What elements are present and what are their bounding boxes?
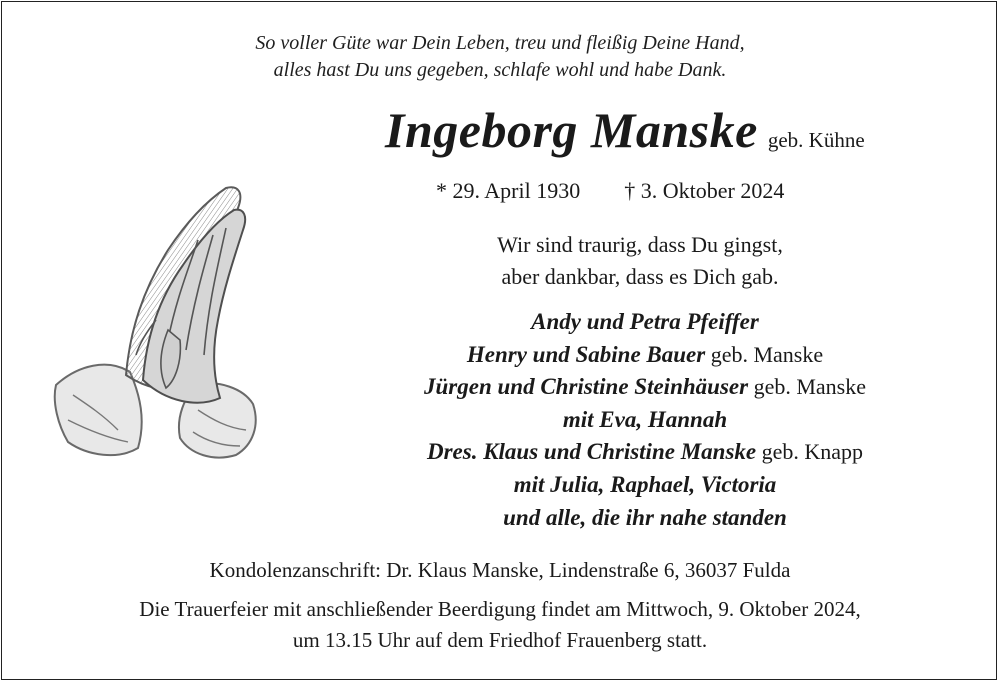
mourner-row (300, 339, 990, 372)
quote-line-2: aber dankbar, dass es Dich gab. (501, 264, 779, 289)
farewell-quote (440, 229, 840, 293)
verse-line-2: alles hast Du uns gegeben, schlafe wohl und habe Dank. (273, 59, 727, 81)
mourner-row (300, 469, 990, 502)
death-date: † 3. Oktober 2024 (624, 178, 785, 203)
mourner-maiden-name: geb. Knapp (761, 439, 864, 465)
mourner-row (300, 436, 990, 469)
mourner-names: und alle, die ihr nahe standen (503, 504, 787, 530)
birth-date: * 29. April 1930 (436, 178, 581, 203)
praying-hands-icon (48, 180, 268, 470)
funeral-info (0, 594, 1000, 656)
mourners-list (300, 306, 990, 534)
mourner-row (300, 502, 990, 535)
mourner-row (300, 371, 990, 404)
mourner-names: Dres. Klaus und Christine Manske (426, 439, 757, 465)
maiden-name: geb. Kühne (767, 128, 865, 152)
mourner-names: mit Julia, Raphael, Victoria (513, 471, 777, 497)
mourner-names: Andy und Petra Pfeiffer (531, 309, 759, 334)
quote-line-1: Wir sind traurig, dass Du gingst, (497, 232, 783, 257)
mourner-maiden-name: geb. Manske (710, 341, 824, 367)
verse-line-1: So voller Güte war Dein Leben, treu und fleißig Deine Hand, (255, 32, 745, 54)
condolence-address: Kondolenzanschrift: Dr. Klaus Manske, Lindenstraße 6, 36037 Fulda (209, 558, 791, 582)
mourner-row (300, 404, 990, 437)
memorial-verse (0, 30, 1000, 84)
mourner-names: mit Eva, Hannah (562, 406, 728, 432)
mourner-names: Henry und Sabine Bauer (466, 341, 706, 367)
deceased-name-row (385, 100, 945, 160)
mourner-row (300, 306, 990, 339)
deceased-name: Ingeborg Manske (385, 102, 758, 158)
mourner-names: Jürgen und Christine Steinhäuser (424, 374, 749, 400)
funeral-info-line-1: Die Trauerfeier mit anschließender Beerdigung findet am Mittwoch, 9. Oktober 2024, (139, 597, 861, 621)
mourner-maiden-name: geb. Manske (753, 374, 866, 400)
life-dates (436, 178, 784, 204)
funeral-info-line-2: um 13.15 Uhr auf dem Friedhof Frauenberg statt. (292, 628, 708, 652)
